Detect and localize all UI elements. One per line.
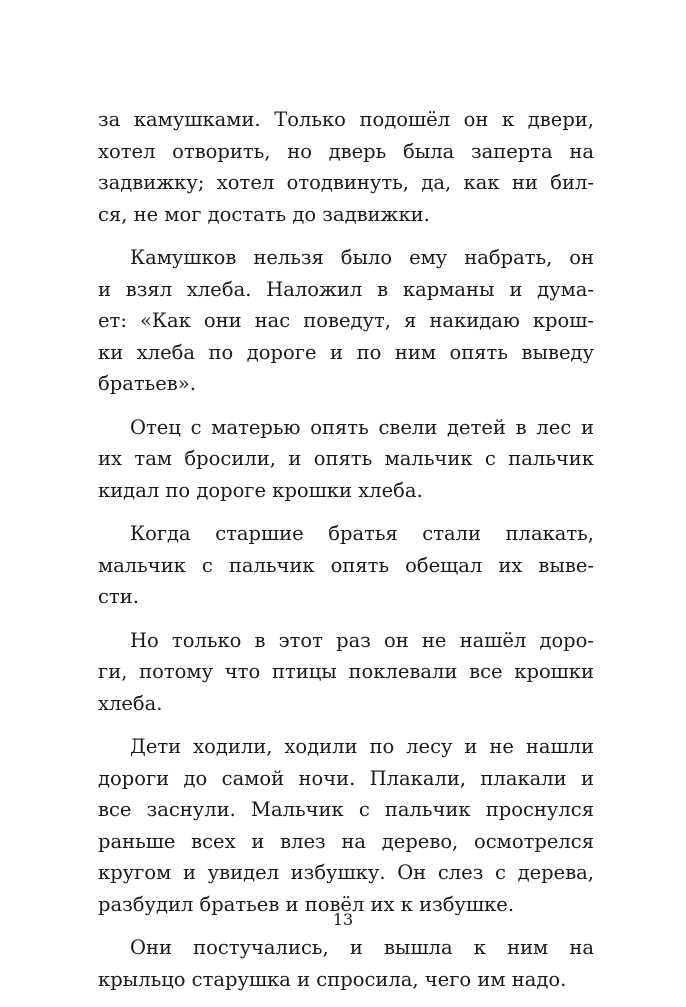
page-text [98, 104, 594, 1007]
text-line: Дети ходили, ходили по лесу и не нашли [130, 735, 594, 758]
text-line: ки хлеба по дороге и по ним опять выведу [98, 340, 594, 364]
text-line: кидал по дороге крошки хлеба. [98, 478, 423, 502]
paragraph [98, 412, 594, 507]
text-line: задвижку; хотел отодвинуть, да, как ни бил- [98, 171, 594, 194]
text-line: их там бросили, и опять мальчик с пальчик [98, 447, 594, 470]
paragraph [98, 242, 594, 400]
text-line: ет: «Как они нас поведут, я накидаю крош- [98, 309, 594, 332]
text-line: братьев». [98, 372, 196, 395]
text-line: все заснули. Мальчик с пальчик проснулся [98, 798, 594, 821]
text-line: раньше всех и влез на дерево, осмотрелся [98, 829, 594, 853]
text-line: мальчик с пальчик опять обещал их выве- [98, 553, 594, 577]
text-line: сти. [98, 585, 139, 608]
paragraph [98, 625, 594, 720]
text-line: за камушками. Только подошёл он к двери, [98, 108, 594, 131]
text-line: Когда старшие братья стали плакать, [130, 522, 594, 545]
paragraph [98, 104, 594, 230]
text-line: крыльцо старушка и спросила, чего им надо. [98, 967, 567, 991]
text-line: ся, не мог достать до задвижки. [98, 202, 430, 226]
paragraph [98, 731, 594, 920]
text-line: разбудил братьев и повёл их к избушке. [98, 892, 515, 916]
text-line: Но только в этот раз он не нашёл доро- [130, 628, 594, 652]
text-line: хлеба. [98, 691, 163, 715]
text-line: Отец с матерью опять свели детей в лес и [130, 415, 594, 439]
text-line: хотел отворить, но дверь была заперта на [98, 139, 594, 163]
page-number: 13 [332, 910, 354, 929]
text-line: дороги до самой ночи. Плакали, плакали и [98, 766, 594, 790]
text-line: Камушков нельзя было ему набрать, он [130, 246, 594, 269]
text-line: ги, потому что птицы поклевали все крошки [98, 660, 594, 683]
text-line: кругом и увидел избушку. Он слез с дерева, [98, 861, 594, 884]
text-line: Они постучались, и вышла к ним на [130, 936, 594, 959]
paragraph [98, 932, 594, 995]
text-line: и взял хлеба. Наложил в карманы и дума- [98, 277, 594, 301]
paragraph [98, 518, 594, 613]
